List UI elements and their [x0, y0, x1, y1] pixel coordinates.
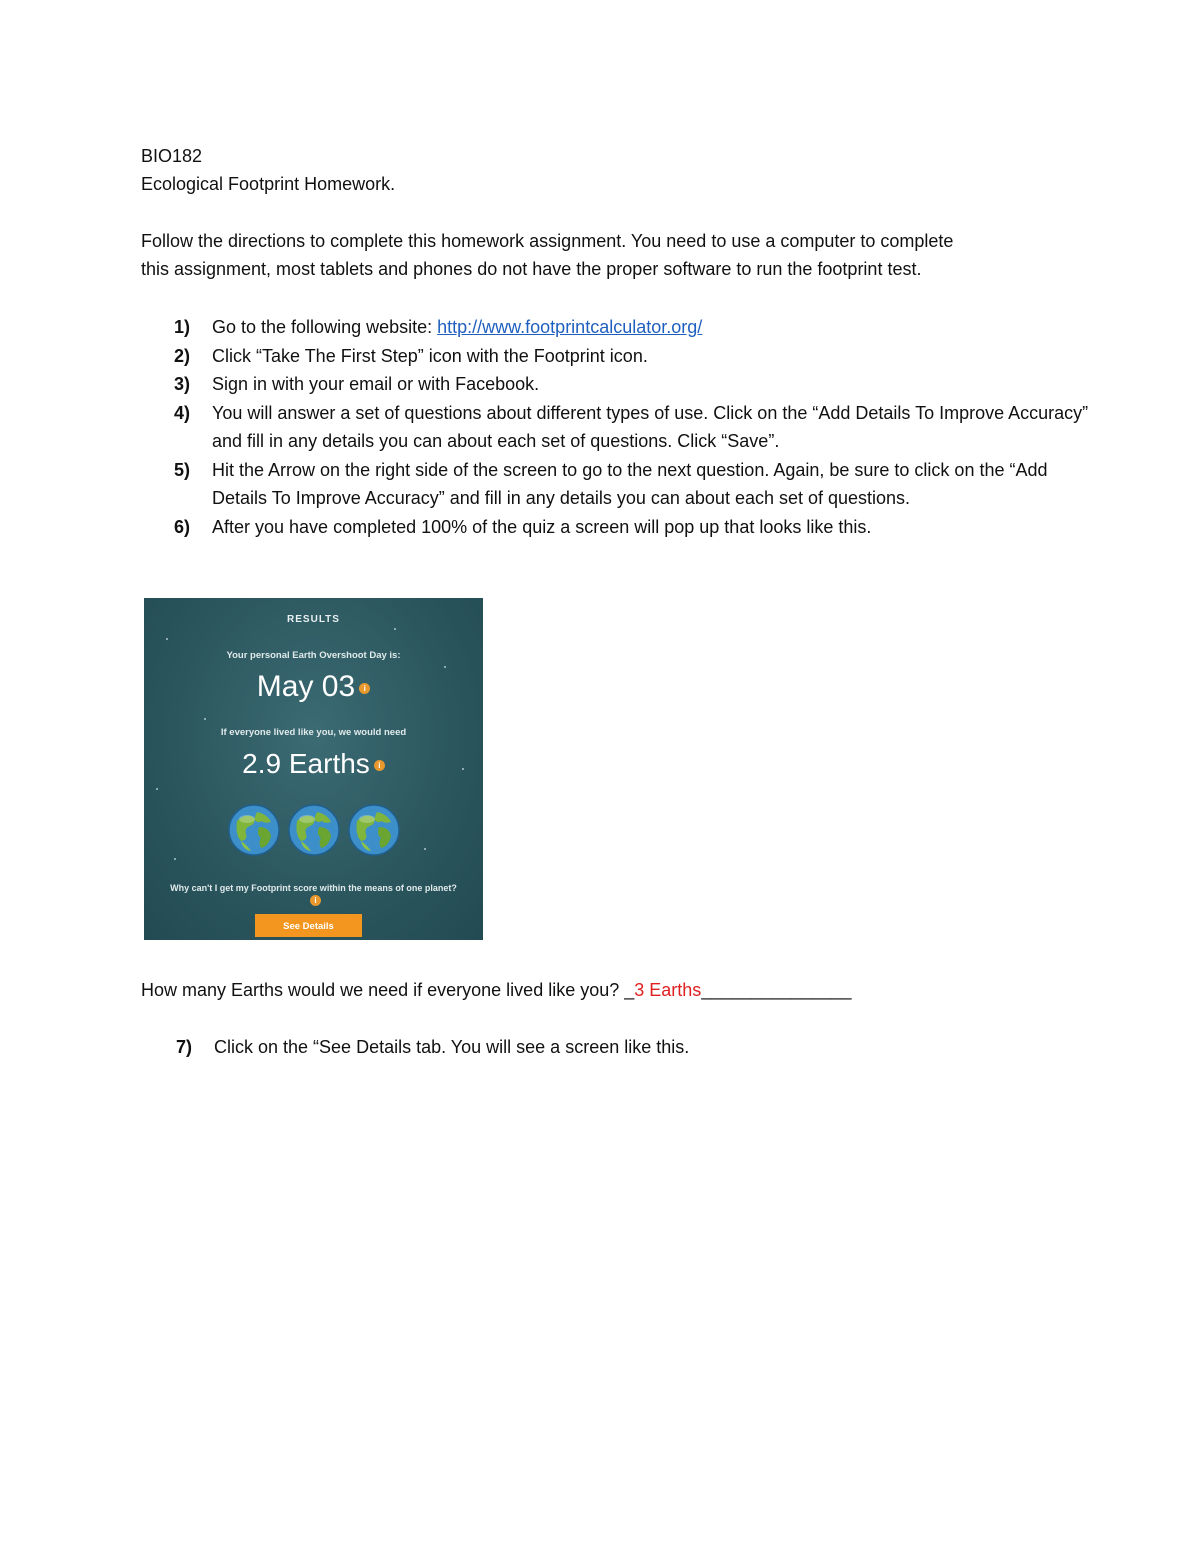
info-icon[interactable]: i — [310, 895, 321, 906]
step-number: 3) — [174, 374, 191, 394]
earths-needed-label: If everyone lived like you, we would need — [220, 727, 407, 738]
answer-prefix: _ — [624, 980, 635, 1000]
info-icon[interactable]: i — [374, 760, 385, 771]
step-text: After you have completed 100% of the quiz a screen will pop up that looks like this. — [212, 516, 872, 537]
earths-question — [141, 978, 851, 1002]
step-number: 2) — [174, 345, 191, 366]
question-prompt: How many Earths would we need if everyone lived like you? — [141, 980, 625, 1000]
step-3 — [141, 370, 1091, 399]
document-title: Ecological Footprint Homework. — [141, 174, 396, 194]
step-text: You will answer a set of questions about different types of use. Click on the “Add Details To Improve Accuracy” and fill in any details you can about each set of questions. Click “Save”. — [212, 402, 1089, 451]
intro-line-2: this assignment, most tablets and phones do not have the proper software to run the footprint test. — [141, 259, 922, 279]
earth-globe-icon — [347, 803, 401, 857]
step-text: Click “Take The First Step” icon with the Footprint icon. — [212, 345, 648, 366]
intro-line-1: Follow the directions to complete this homework assignment. You need to use a computer to complete — [141, 231, 954, 251]
step-number: 5) — [174, 459, 191, 480]
earth-globe-icon — [287, 803, 341, 857]
answer-text: 3 Earths — [634, 980, 702, 1000]
step-text: Go to the following website: — [212, 317, 438, 337]
step-number: 6) — [174, 516, 191, 537]
step-number: 7) — [176, 1037, 193, 1057]
step-text: Sign in with your email or with Facebook. — [212, 374, 540, 394]
step-6 — [141, 513, 1091, 542]
results-heading: RESULTS — [287, 614, 340, 625]
earth-globe-icon — [227, 803, 281, 857]
earth-globes — [144, 803, 483, 857]
why-question-text: Why can't I get my Footprint score within the means of one planet? — [170, 883, 457, 893]
overshoot-day-label: Your personal Earth Overshoot Day is: — [226, 650, 401, 661]
why-question — [164, 882, 463, 906]
earths-needed-value: 2.9 Earths — [242, 748, 370, 779]
results-screenshot — [144, 598, 483, 940]
step-1 — [141, 313, 1091, 342]
step-4 — [141, 399, 1091, 456]
course-code: BIO182 — [141, 146, 203, 166]
instruction-steps — [141, 313, 1091, 541]
step-5 — [141, 456, 1091, 513]
see-details-button[interactable]: See Details — [255, 914, 362, 937]
answer-blank: _______________ — [701, 980, 852, 1000]
footprint-calculator-link[interactable]: http://www.footprintcalculator.org/ — [437, 317, 703, 337]
step-number: 1) — [174, 317, 191, 337]
overshoot-date — [144, 670, 483, 704]
step-number: 4) — [174, 402, 191, 423]
step-2 — [141, 342, 1091, 371]
earths-needed — [144, 748, 483, 780]
overshoot-date-value: May 03 — [256, 670, 356, 703]
step-text: Hit the Arrow on the right side of the screen to go to the next question. Again, be sure to click on the “Add Details To Improve Accuracy” and fill in any details you can about each set of questions. — [212, 459, 1048, 508]
step-text: Click on the “See Details tab. You will see a screen like this. — [214, 1037, 690, 1057]
info-icon[interactable]: i — [359, 683, 370, 694]
